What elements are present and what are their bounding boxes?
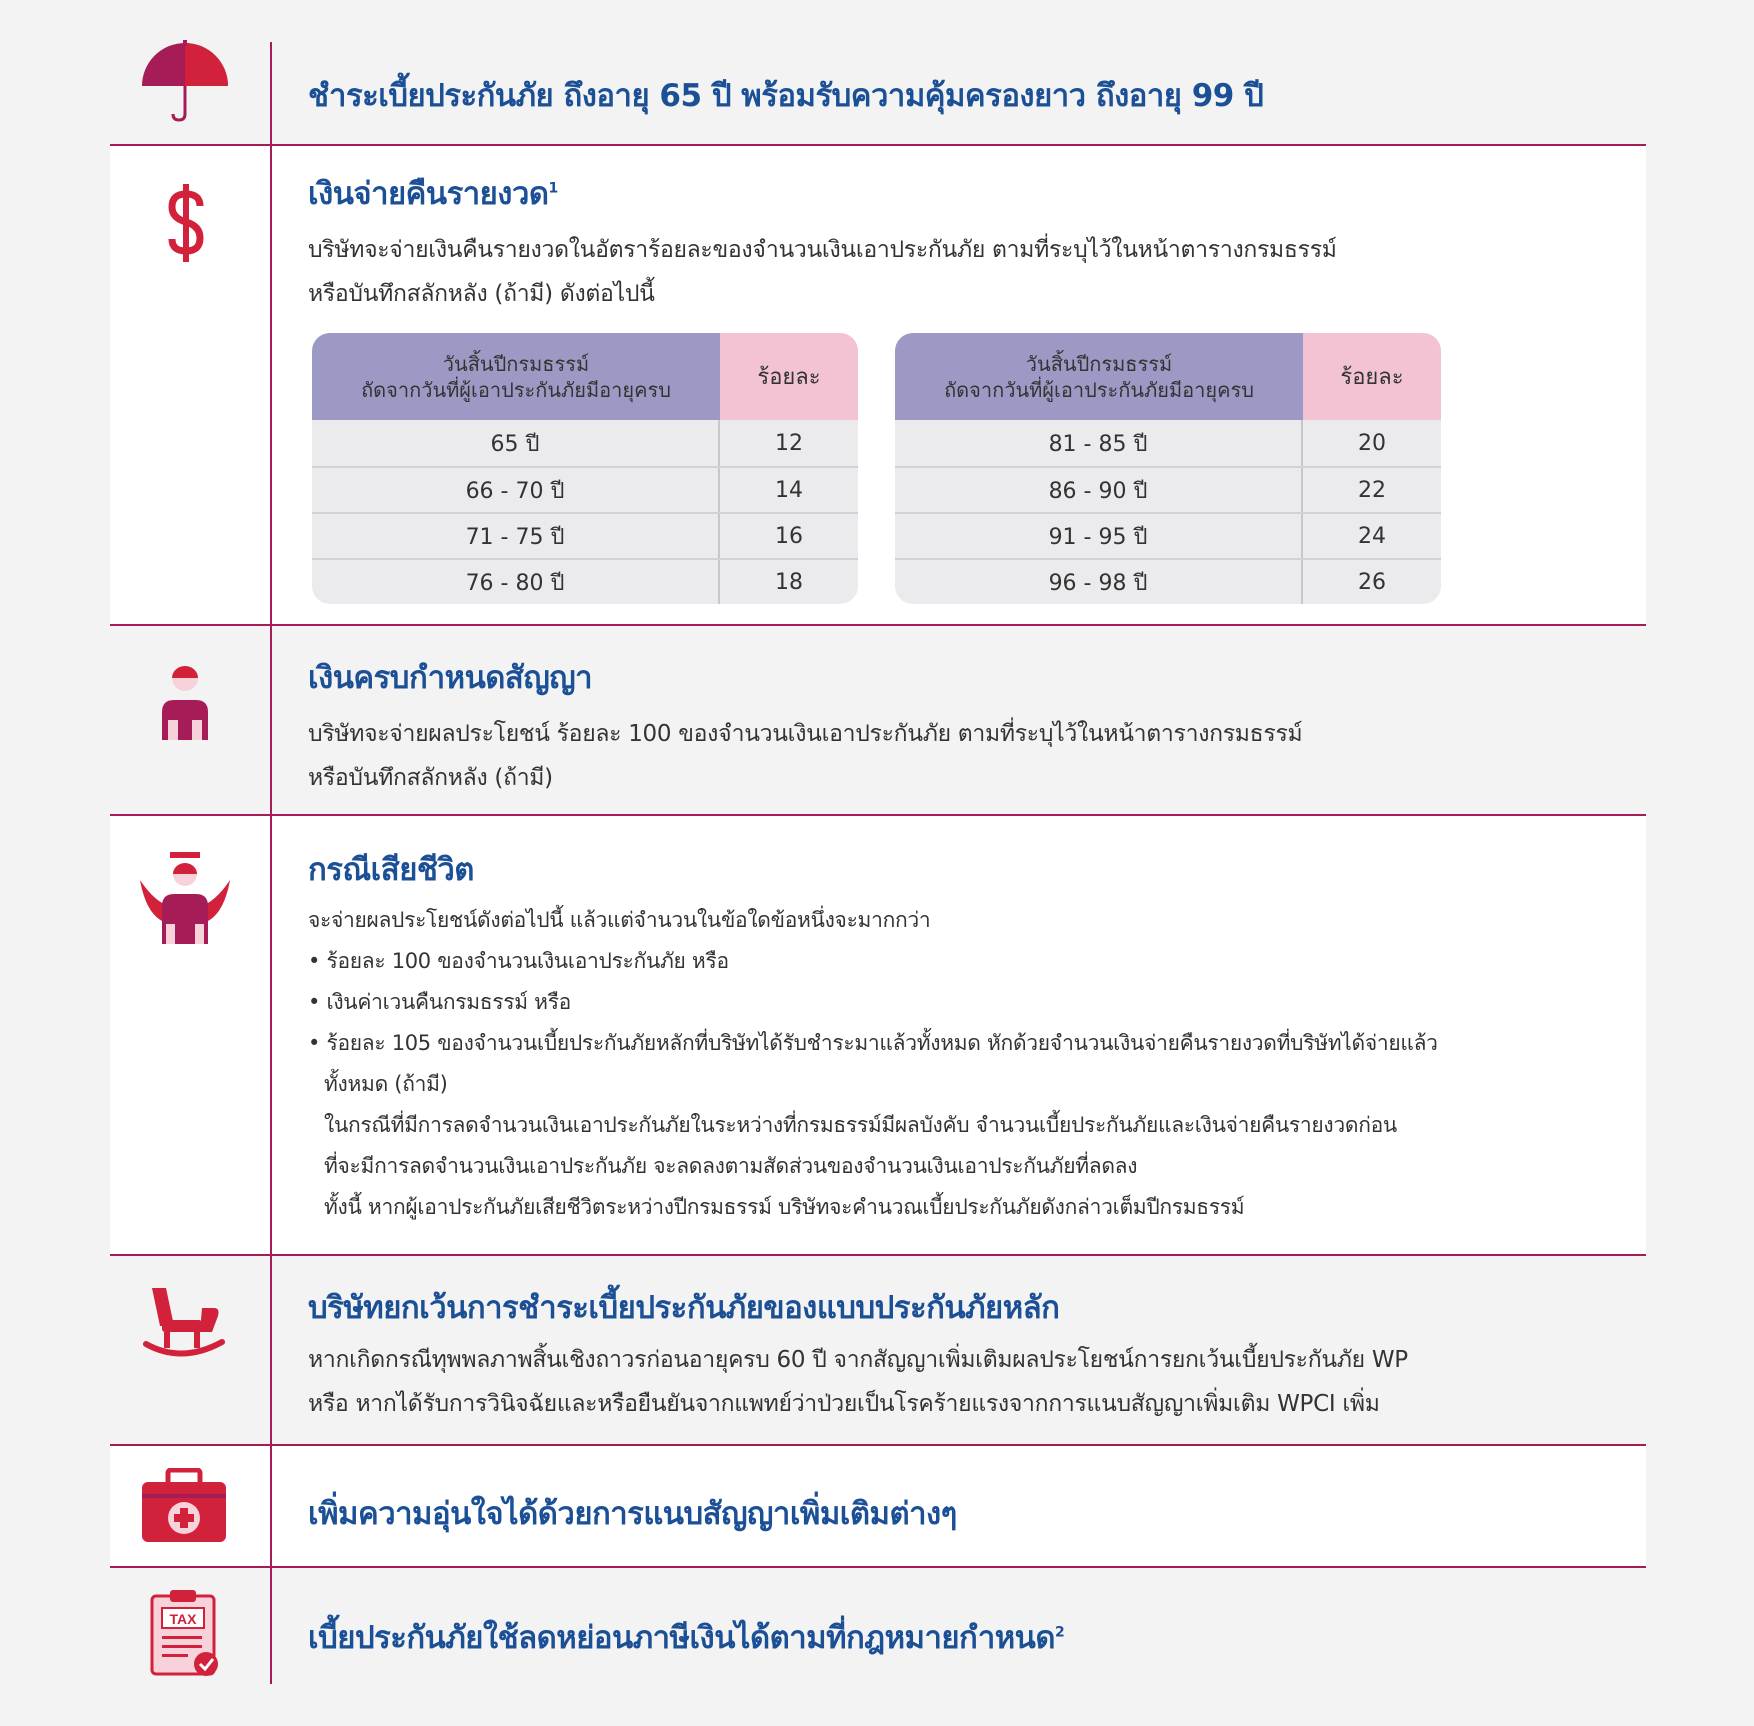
list-item: • ร้อยละ 105 ของจำนวนเบี้ยประกันภัยหลักที่บริษัทได้รับชำระมาแล้วทั้งหมด หักด้วยจำนวนเงินจ่ายคืนรายงวดที่บริษัทได้จ่ายแล้ว (308, 1031, 1438, 1055)
dollar-icon (164, 182, 208, 268)
section-divider (110, 1444, 1646, 1446)
table-row: 66 - 70 ปี 14 (312, 466, 858, 512)
svg-text:TAX: TAX (169, 1611, 197, 1627)
section-divider (110, 624, 1646, 626)
table-header-percent: ร้อยละ (720, 333, 858, 420)
table-row: 71 - 75 ปี 16 (312, 512, 858, 558)
table-row: 91 - 95 ปี 24 (895, 512, 1441, 558)
person-icon (158, 666, 212, 746)
maturity-description: บริษัทจะจ่ายผลประโยชน์ ร้อยละ 100 ของจำนวนเงินเอาประกันภัย ตามที่ระบุไว้ในหน้าตารางกรมธรรม์ หรือบันทึกสลักหลัง (ถ้ามี) (308, 721, 1303, 791)
table-row: 76 - 80 ปี 18 (312, 558, 858, 604)
table-row: 96 - 98 ปี 26 (895, 558, 1441, 604)
vertical-divider (270, 42, 272, 1684)
table-row: 81 - 85 ปี 20 (895, 420, 1441, 466)
list-item: • เงินค่าเวนคืนกรมธรรม์ หรือ (308, 990, 571, 1014)
table-row: 86 - 90 ปี 22 (895, 466, 1441, 512)
premium-title: ชำระเบี้ยประกันภัย ถึงอายุ 65 ปี พร้อมรับความคุ้มครองยาว ถึงอายุ 99 ปี (308, 78, 1264, 114)
waiver-description: หากเกิดกรณีทุพพลภาพสิ้นเชิงถาวรก่อนอายุครบ 60 ปี จากสัญญาเพิ่มเติมผลประโยชน์การยกเว้นเบี้ยประกันภัย WP หรือ หากได้รับการวินิจฉัยและหรือยืนยันจากแพทย์ว่าป่วยเป็นโรคร้ายแรงจากการแนบสัญญาเพิ่มเติม WPCI เพิ่ม (308, 1347, 1408, 1417)
table-header-policy-year: วันสิ้นปีกรมธรรม์ ถัดจากวันที่ผู้เอาประกันภัยมีอายุครบ (895, 333, 1303, 420)
list-item: • ร้อยละ 100 ของจำนวนเงินเอาประกันภัย หรือ (308, 949, 729, 973)
first-aid-kit-icon (140, 1468, 228, 1548)
annuity-title: เงินจ่ายคืนรายงวด$^1$ (308, 176, 558, 212)
umbrella-icon (138, 38, 232, 126)
annuity-table-1 (312, 333, 858, 604)
table-header-percent: ร้อยละ (1303, 333, 1441, 420)
death-title: กรณีเสียชีวิต (308, 852, 474, 888)
table-header-policy-year: วันสิ้นปีกรมธรรม์ ถัดจากวันที่ผู้เอาประกันภัยมีอายุครบ (312, 333, 720, 420)
section-divider (110, 814, 1646, 816)
annuity-description: บริษัทจะจ่ายเงินคืนรายงวดในอัตราร้อยละของจำนวนเงินเอาประกันภัย ตามที่ระบุไว้ในหน้าตารางกรมธรรม์ หรือบันทึกสลักหลัง (ถ้ามี) ดังต่อไปนี้ (308, 237, 1337, 307)
annuity-table-2 (895, 333, 1441, 604)
tax-title: เบี้ยประกันภัยใช้ลดหย่อนภาษีเงินได้ตามที่กฎหมายกำหนด$^2$ (308, 1620, 1065, 1656)
riders-title: เพิ่มความอุ่นใจได้ด้วยการแนบสัญญาเพิ่มเติมต่างๆ (308, 1496, 957, 1532)
table-row: 65 ปี 12 (312, 420, 858, 466)
rocking-chair-icon (142, 1280, 226, 1368)
section-divider (110, 1254, 1646, 1256)
tax-clipboard-icon (150, 1590, 222, 1682)
angel-icon (138, 852, 232, 950)
section-divider (110, 144, 1646, 146)
maturity-title: เงินครบกำหนดสัญญา (308, 660, 593, 696)
section-divider (110, 1566, 1646, 1568)
waiver-title: บริษัทยกเว้นการชำระเบี้ยประกันภัยของแบบประกันภัยหลัก (308, 1290, 1060, 1326)
death-description: จะจ่ายผลประโยชน์ดังต่อไปนี้ แล้วแต่จำนวนในข้อใดข้อหนึ่งจะมากกว่า • ร้อยละ 100 ของจำนวนเงินเอาประกันภัย หรือ • เงินค่าเวนคืนกรมธรรม์ หรือ • ร้อยละ 105 ของจำนวนเบี้ยประกันภัยหลักที่บริษัทได้รับชำระมาแล้วทั้งหมด หักด้วยจำนวนเงินจ่ายคืนรายงวดที่บริษัทได้จ่ายแล้ว ทั้งหมด (ถ้ามี) ในกรณีที่มีการลดจำนวนเงินเอาประกันภัยในระหว่างที่กรมธรรม์มีผลบังคับ จำนวนเบี้ยประกันภัยและเงินจ่ายคืนรายงวดก่อน ที่จะมีการลดจำนวนเงินเอาประกันภัย จะลดลงตามสัดส่วนของจำนวนเงินเอาประกันภัยที่ลดลง ทั้งนี้ หากผู้เอาประกันภัยเสียชีวิตระหว่างปีกรมธรรม์ บริษัทจะคำนวณเบี้ยประกันภัยดังกล่าวเต็มปีกรมธรรม์ (308, 908, 1438, 1219)
